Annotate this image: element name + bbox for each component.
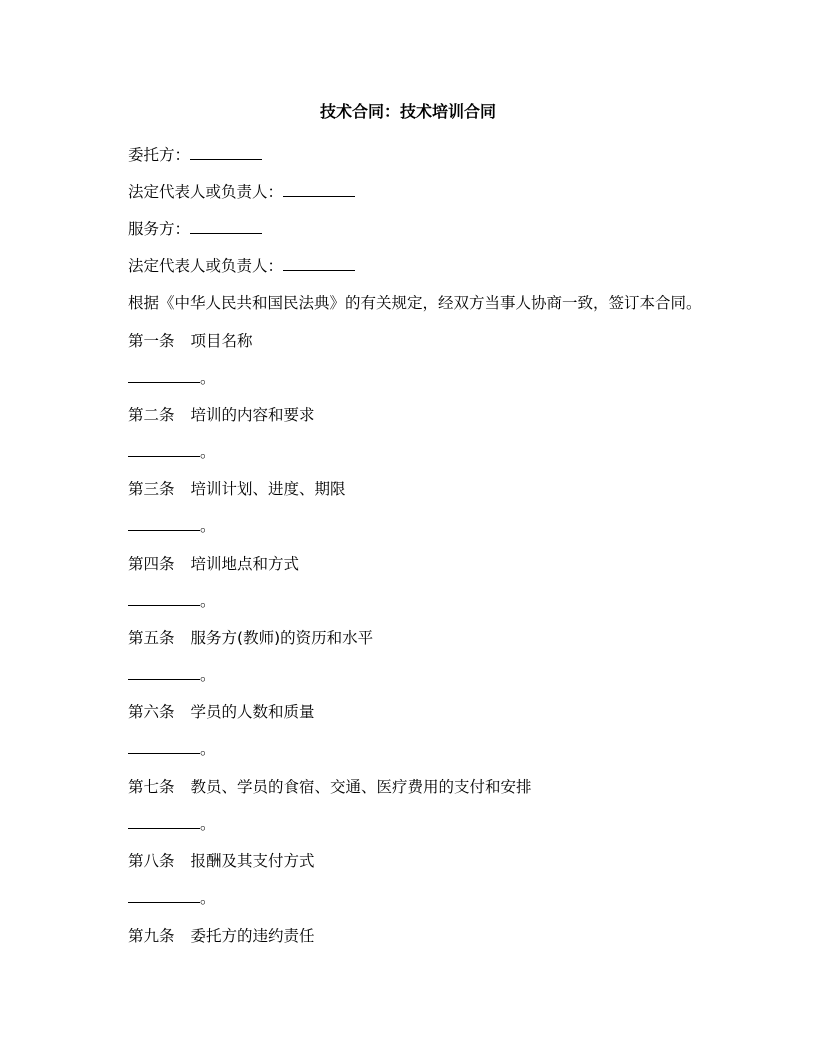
fill-in-blank[interactable] [283, 181, 355, 197]
party-line-provider-representative [128, 255, 355, 277]
article-heading [128, 553, 299, 575]
article-title: 项目名称 [190, 332, 253, 350]
article-blank-line [128, 813, 216, 835]
article-number: 第八条 [128, 852, 175, 870]
fill-in-blank[interactable] [128, 515, 200, 531]
article-title: 教员、学员的食宿、交通、医疗费用的支付和安排 [190, 778, 532, 796]
article-number: 第四条 [128, 555, 175, 573]
article-number: 第五条 [128, 629, 175, 647]
blank-end-mark: 。 [200, 517, 216, 535]
fill-in-blank[interactable] [283, 255, 355, 271]
blank-end-mark: 。 [200, 815, 216, 833]
fill-in-blank[interactable] [128, 664, 200, 680]
party-line-provider [128, 218, 262, 240]
blank-end-mark: 。 [200, 369, 216, 387]
party-label: 法定代表人或负责人： [128, 257, 284, 275]
party-label: 法定代表人或负责人： [128, 183, 284, 201]
article-blank-line [128, 367, 216, 389]
article-heading [128, 701, 315, 723]
fill-in-blank[interactable] [128, 367, 200, 383]
blank-end-mark: 。 [200, 443, 216, 461]
blank-end-mark: 。 [200, 666, 216, 684]
party-line-client [128, 144, 262, 166]
fill-in-blank[interactable] [190, 144, 262, 160]
fill-in-blank[interactable] [128, 887, 200, 903]
blank-end-mark: 。 [200, 592, 216, 610]
article-blank-line [128, 738, 216, 760]
blank-end-mark: 。 [200, 889, 216, 907]
fill-in-blank[interactable] [128, 441, 200, 457]
article-blank-line [128, 441, 216, 463]
article-title: 报酬及其支付方式 [190, 852, 315, 870]
party-label: 委托方： [128, 146, 191, 164]
article-blank-line [128, 887, 216, 909]
article-heading [128, 776, 532, 798]
article-heading [128, 478, 346, 500]
article-blank-line [128, 590, 216, 612]
article-number: 第一条 [128, 332, 175, 350]
article-title: 服务方(教师)的资历和水平 [190, 629, 374, 647]
article-title: 培训地点和方式 [190, 555, 300, 573]
article-number: 第三条 [128, 480, 175, 498]
party-label: 服务方： [128, 220, 191, 238]
article-heading [128, 850, 315, 872]
blank-end-mark: 。 [200, 740, 216, 758]
article-title: 委托方的违约责任 [190, 927, 315, 945]
article-blank-line [128, 664, 216, 686]
preamble-paragraph: 根据《中华人民共和国民法典》的有关规定，经双方当事人协商一致，签订本合同。 [128, 294, 702, 312]
fill-in-blank[interactable] [128, 813, 200, 829]
article-heading [128, 404, 315, 426]
article-title: 学员的人数和质量 [190, 703, 315, 721]
article-heading [128, 925, 315, 947]
article-number: 第九条 [128, 927, 175, 945]
party-line-client-representative [128, 181, 355, 203]
document-title: 技术合同：技术培训合同 [319, 102, 496, 121]
article-title: 培训计划、进度、期限 [190, 480, 346, 498]
fill-in-blank[interactable] [190, 218, 262, 234]
article-heading [128, 330, 253, 352]
article-blank-line [128, 515, 216, 537]
article-title: 培训的内容和要求 [190, 406, 315, 424]
article-heading [128, 627, 373, 649]
fill-in-blank[interactable] [128, 738, 200, 754]
fill-in-blank[interactable] [128, 590, 200, 606]
article-number: 第七条 [128, 778, 175, 796]
article-number: 第六条 [128, 703, 175, 721]
article-number: 第二条 [128, 406, 175, 424]
